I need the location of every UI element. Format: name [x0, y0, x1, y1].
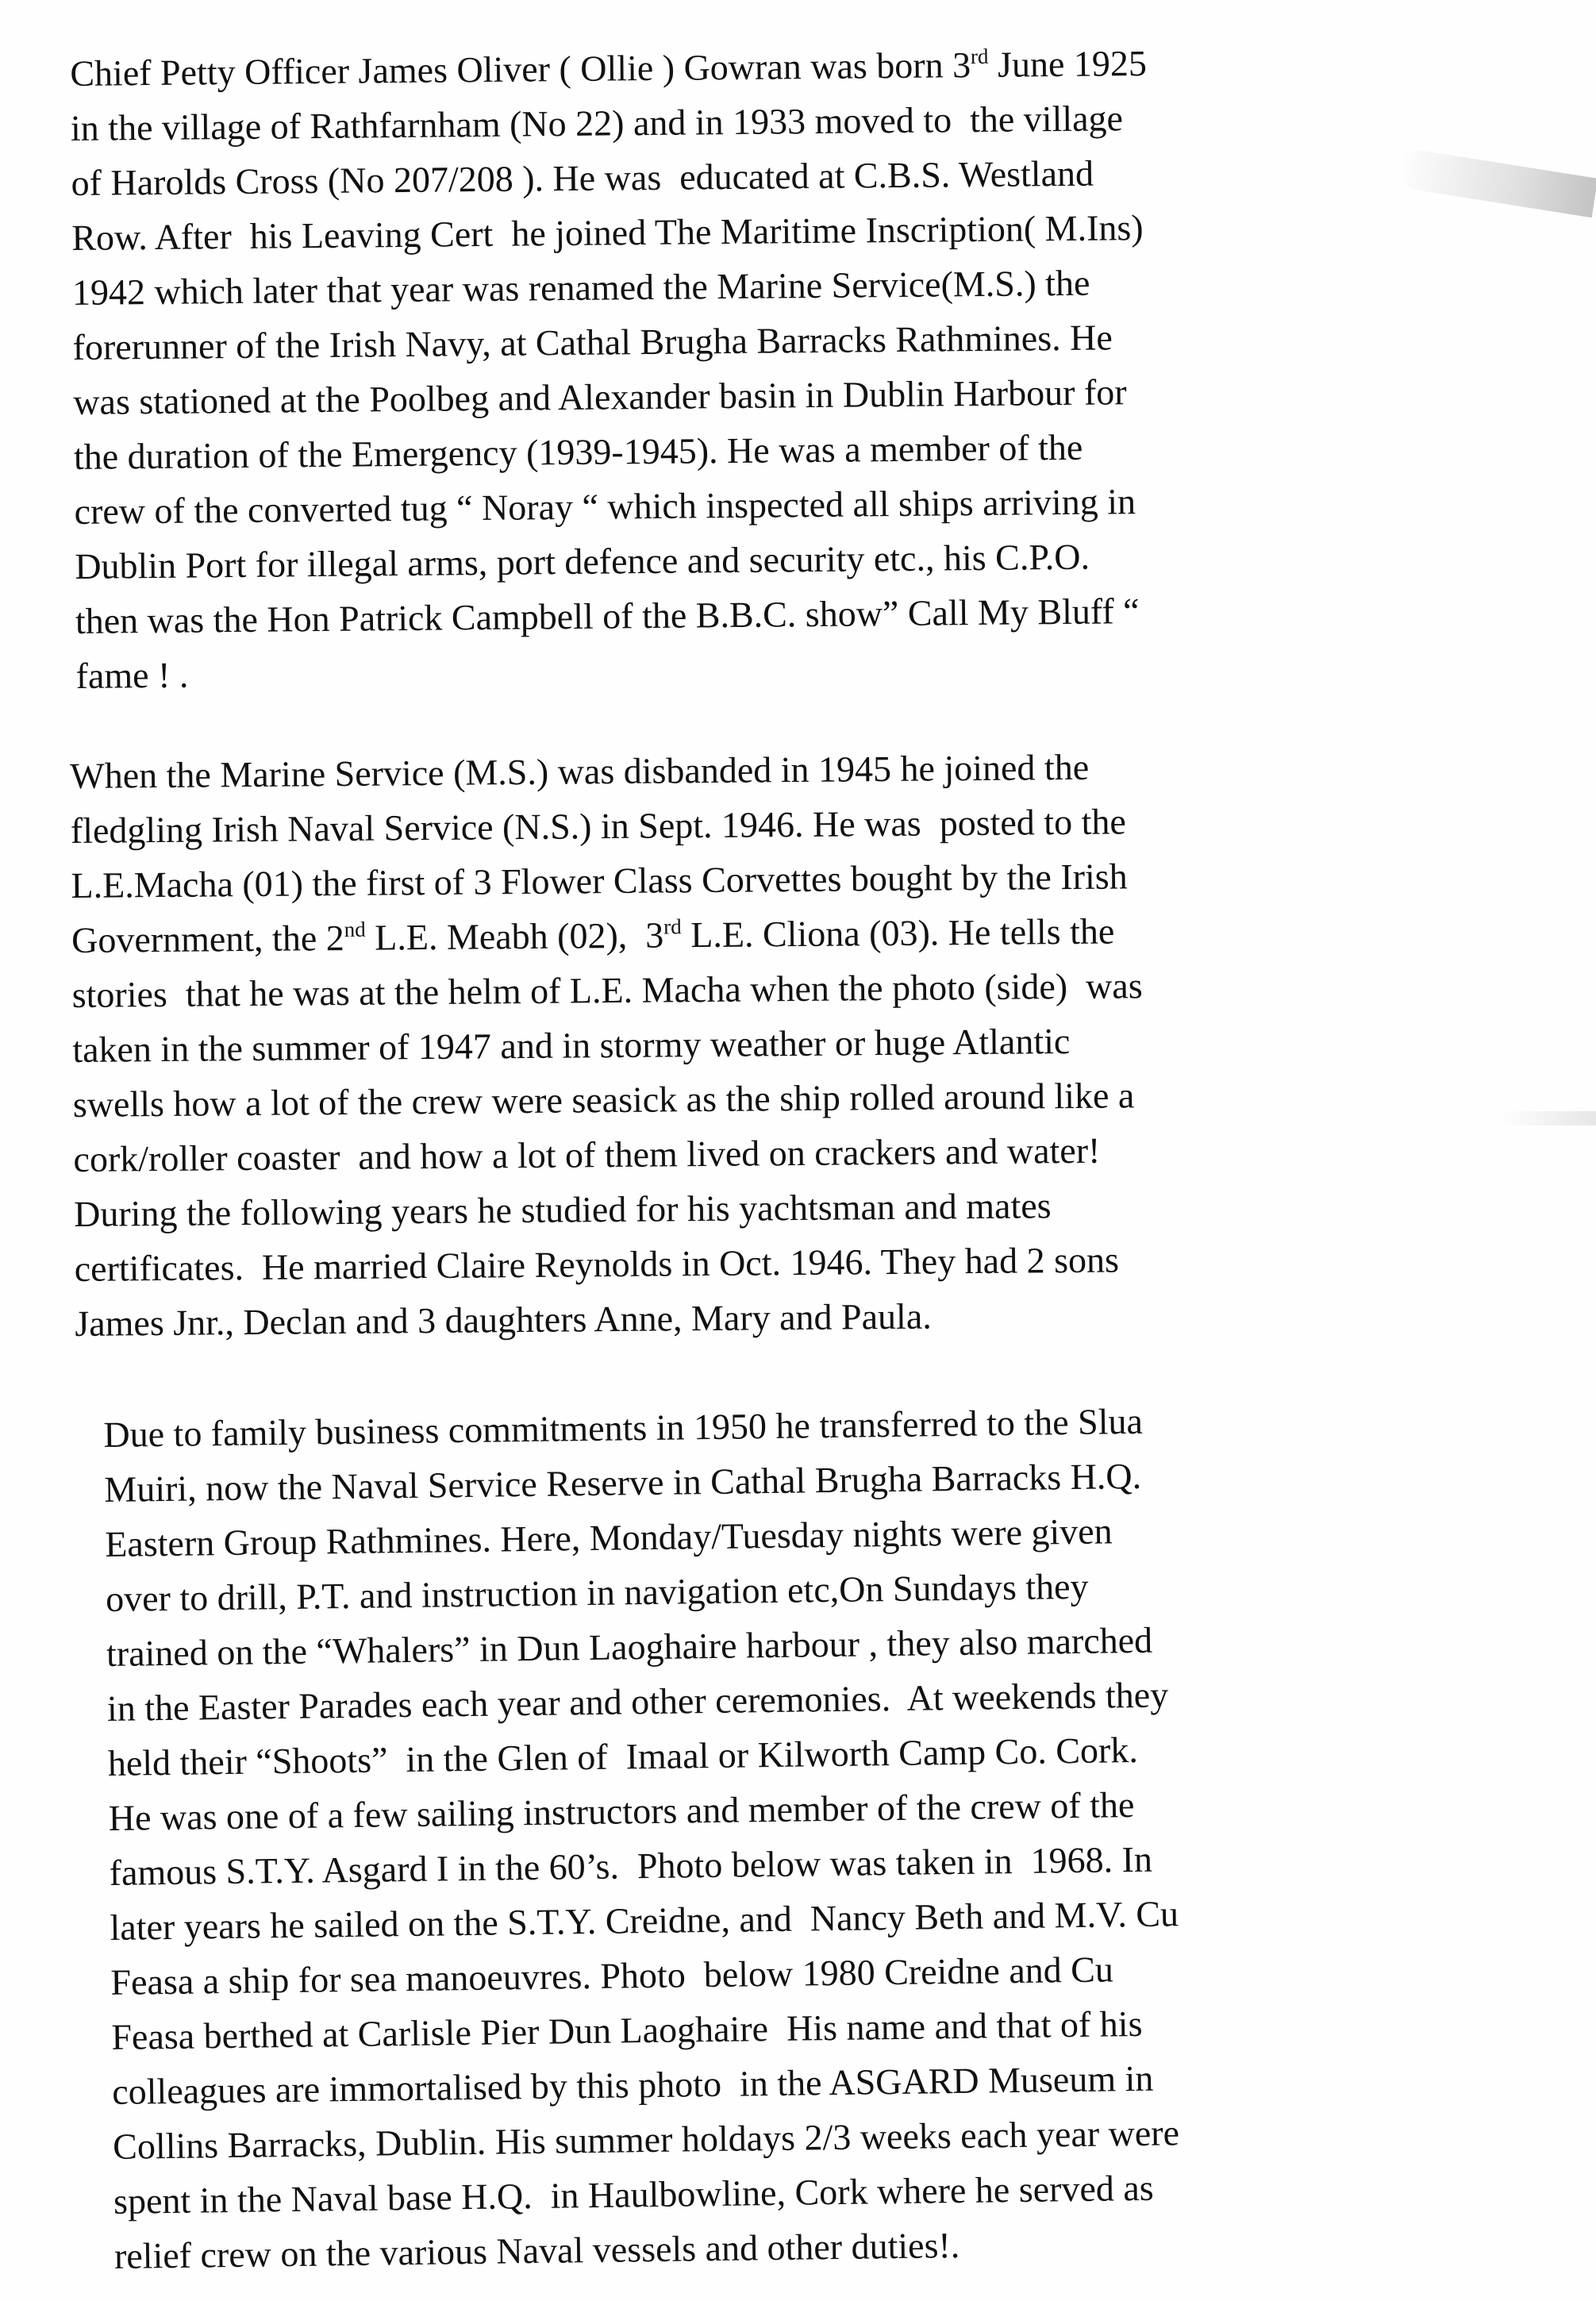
paragraph-biography-early-life — [70, 33, 1489, 703]
text-line: stories that he was at the helm of L.E. Macha when the photo (side) was — [71, 965, 1143, 1015]
text-line: was stationed at the Poolbeg and Alexander basin in Dublin Harbour for — [73, 371, 1127, 422]
paragraph-reserve-service — [103, 1389, 1527, 2284]
scan-smudge — [1501, 1111, 1596, 1125]
text-line: L.E.Macha (01) the first of 3 Flower Class Corvettes bought by the Irish — [71, 856, 1128, 906]
text-line: Muiri, now the Naval Service Reserve in Cathal Brugha Barracks H.Q. — [104, 1455, 1142, 1510]
text-line: over to drill, P.T. and instruction in navigation etc,On Sundays they — [105, 1565, 1089, 1619]
text-line: famous S.T.Y. Asgard I in the 60’s. Photo below was taken in 1968. In — [109, 1838, 1153, 1893]
superscript: nd — [344, 917, 366, 941]
text-line: cork/roller coaster and how a lot of them lived on crackers and water! — [73, 1129, 1101, 1179]
text-line: He was one of a few sailing instructors and member of the crew of the — [108, 1784, 1135, 1838]
text-line: colleagues are immortalised by this photo in the ASGARD Museum in — [111, 2057, 1154, 2112]
text-line: James Jnr., Declan and 3 daughters Anne, Mary and Paula. — [75, 1295, 932, 1344]
text-line-part: Government, the 2 — [71, 917, 344, 960]
text-line: held their “Shoots” in the Glen of Imaal or Kilworth Camp Co. Cork. — [107, 1729, 1139, 1783]
text-line: fledgling Irish Naval Service (N.S.) in Sept. 1946. He was posted to the — [70, 801, 1126, 851]
text-line: During the following years he studied for his yachtsman and mates — [73, 1185, 1052, 1234]
text-line: later years he sailed on the S.T.Y. Creidne, and Nancy Beth and M.V. Cu — [110, 1893, 1179, 1948]
text-line: Collins Barracks, Dublin. His summer holdays 2/3 weeks each year were — [112, 2112, 1180, 2167]
superscript: rd — [663, 914, 682, 939]
text-line: of Harolds Cross (No 207/208 ). He was educated at C.B.S. Westland — [71, 152, 1094, 203]
text-line: in the village of Rathfarnham (No 22) and in 1933 moved to the village — [70, 98, 1124, 148]
superscript: rd — [970, 44, 989, 69]
text-line: Eastern Group Rathmines. Here, Monday/Tuesday nights were given — [104, 1510, 1113, 1564]
text-line-part: L.E. Cliona (03). He tells the — [681, 910, 1115, 956]
text-line: Due to family business commitments in 1950 he transferred to the Slua — [103, 1400, 1144, 1455]
text-line-part: L.E. Meabh (02), 3 — [365, 914, 664, 958]
paragraph-naval-service — [70, 736, 1488, 1351]
text-line: swells how a lot of the crew were seasick as the ship rolled around like a — [72, 1075, 1135, 1125]
text-line: When the Marine Service (M.S.) was disbanded in 1945 he joined the — [70, 746, 1090, 796]
text-line: Feasa berthed at Carlisle Pier Dun Laoghaire His name and that of his — [111, 2003, 1143, 2057]
text-line: fame ! . — [75, 654, 189, 696]
text-line-part: June 1925 — [988, 42, 1148, 85]
text-line: crew of the converted tug “ Noray “ which inspected all ships arriving in — [74, 481, 1136, 532]
text-line: relief crew on the various Naval vessels and other duties!. — [113, 2224, 960, 2276]
text-line: taken in the summer of 1947 and in stormy weather or huge Atlantic — [72, 1021, 1071, 1070]
text-line: spent in the Naval base H.Q. in Haulbowline, Cork where he served as — [113, 2167, 1154, 2222]
text-line: the duration of the Emergency (1939-1945). He was a member of the — [73, 426, 1083, 477]
text-line: Feasa a ship for sea manoeuvres. Photo below 1980 Creidne and Cu — [110, 1949, 1114, 2003]
text-line: forerunner of the Irish Navy, at Cathal Brugha Barracks Rathmines. He — [72, 317, 1113, 367]
text-line: trained on the “Whalers” in Dun Laoghaire harbour , they also marched — [106, 1619, 1153, 1674]
text-line: Row. After his Leaving Cert he joined The Maritime Inscription( M.Ins) — [71, 207, 1144, 258]
text-line: in the Easter Parades each year and other ceremonies. At weekends they — [106, 1674, 1169, 1729]
text-line: certificates. He married Claire Reynolds in Oct. 1946. They had 2 sons — [74, 1239, 1120, 1289]
text-line-part: Chief Petty Officer James Oliver ( Ollie ) Gowran was born 3 — [70, 44, 971, 94]
text-line: 1942 which later that year was renamed the Marine Service(M.S.) the — [71, 262, 1090, 313]
text-line: then was the Hon Patrick Campbell of the B.B.C. show” Call My Bluff “ — [75, 591, 1140, 641]
text-line: Dublin Port for illegal arms, port defence and security etc., his C.P.O. — [75, 536, 1090, 587]
